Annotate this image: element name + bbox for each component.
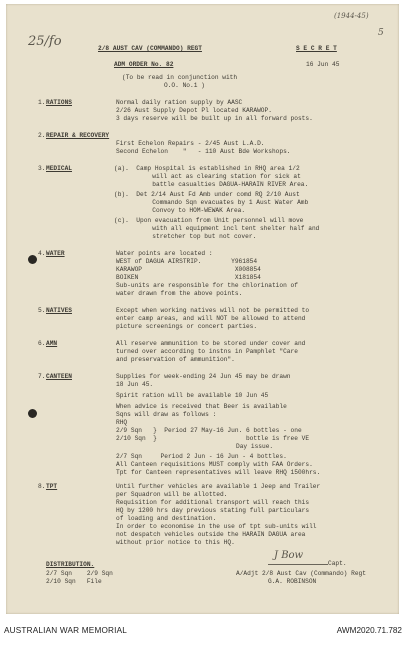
section-7-line-6: RHQ [116,419,128,426]
section-4-line-6: water drawn from the above points. [116,290,243,297]
handwritten-mark-topleft: 25/fo [28,34,62,49]
section-3-heading: MEDICAL [46,165,72,172]
section-3-line-5: Commando Sqn evacuates by 1 Aust Water Amb [130,199,309,206]
signature-rank: Capt. [328,560,347,567]
section-7-line-7: 2/9 Sqn } Period 27 May-16 Jun. 6 bottles - one [116,427,302,434]
section-6-heading: AMN [46,340,58,347]
section-3-line-9: stretcher top but not cover. [130,233,257,240]
section-8-line-1: Until further vehicles are available 1 Jeep and Trailer [116,483,321,490]
section-4-heading: WATER [46,250,65,257]
section-5-heading: NATIVES [46,307,72,314]
section-5-line-3: picture screenings or concert parties. [116,323,258,330]
unit-heading: 2/8 AUST CAV (COMMANDO) REGT [98,45,202,52]
section-3-number: 3. [38,165,46,172]
section-3-line-3: battle casualties DAGUA-HARAIN RIVER Area. [130,181,309,188]
section-8-line-5: of loading and destination. [116,515,217,522]
section-3-line-4: (b). Det 2/14 Aust Fd Amb under comd RQ 2/10 Aust [114,191,300,198]
section-7-line-1: Supplies for week-ending 24 Jun 45 may be drawn [116,373,291,380]
section-4-line-3: KARAWOP X008854 [116,266,261,273]
section-2-line-2: Second Echelon " - 110 Aust Bde Workshops. [116,148,291,155]
section-7-line-2: 18 Jun 45. [116,381,154,388]
document-page [6,4,399,614]
section-7-line-3: Spirit ration will be available 10 Jun 45 [116,392,269,399]
archive-footer [0,616,406,653]
section-3-line-1: (a). Camp Hospital is established in RHQ area 1/2 [114,165,300,172]
section-4-line-4: BOIKEN X181854 [116,274,261,281]
section-7-line-10: 2/7 Sqn Period 2 Jun - 16 Jun - 4 bottles. [116,453,287,460]
classification: S E C R E T [296,45,337,52]
signature-line [268,564,328,565]
archive-reference: AWM2020.71.782 [336,626,402,635]
section-1-line-2: 2/26 Aust Supply Depot Pl located KARAWOP. [116,107,272,114]
section-8-line-6: In order to economise in the use of tpt sub-units will [116,523,317,530]
signature-name: G.A. ROBINSON [268,578,317,585]
section-3-line-7: (c). Upon evacuation from Unit personnel will move [114,217,304,224]
section-8-heading: TPT [46,483,58,490]
section-6-number: 6. [38,340,46,347]
punch-hole-top [28,255,37,264]
section-8-line-3: Requisition for additional transport will reach this [116,499,310,506]
distribution-line-1: 2/7 Sqn 2/9 Sqn [46,570,113,577]
section-2-number: 2. [38,132,46,139]
section-7-heading: CANTEEN [46,373,72,380]
section-2-heading: REPAIR & RECOVERY [46,132,110,139]
punch-hole-bottom [28,409,37,418]
section-7-line-5: Sqns will draw as follows : [116,411,217,418]
section-6-line-2: turned over according to instns in Pamphlet "Care [116,348,298,355]
section-3-line-8: with all equipment incl tent shelter half and [130,225,320,232]
section-5-line-1: Except when working natives will not be permitted to [116,307,310,314]
archive-name: AUSTRALIAN WAR MEMORIAL [4,626,128,635]
order-title: ADM ORDER No. 82 [114,61,174,68]
section-3-line-2: will act as clearing station for sick at [130,173,301,180]
section-4-number: 4. [38,250,46,257]
section-4-line-1: Water points are located : [116,250,213,257]
section-5-line-2: enter camp areas, and will NOT be allowed to attend [116,315,306,322]
section-7-line-12: Tpt for Canteen representatives will leave RHQ 1500hrs. [116,469,321,476]
section-8-line-8: without prior notice to this HQ. [116,539,235,546]
section-7-line-8: 2/10 Sqn } bottle is free VE [116,435,310,442]
section-4-line-2: WEST of DAGUA AIRSTRIP. Y961854 [116,258,258,265]
read-with-line-1: (To be read in conjunction with [122,74,238,81]
section-8-line-2: per Squadron will be allotted. [116,491,228,498]
section-3-line-6: Convoy to HOM-WEWAK Area. [130,207,246,214]
section-4-line-5: Sub-units are responsible for the chlorination of [116,282,298,289]
handwritten-mark-topright-2: 5 [378,28,384,38]
section-1-number: 1. [38,99,46,106]
section-2-line-1: First Echelon Repairs - 2/45 Aust L.A.D. [116,140,265,147]
section-1-line-3: 3 days reserve will be built up in all forward posts. [116,115,313,122]
order-date: 16 Jun 45 [306,61,340,68]
section-7-number: 7. [38,373,46,380]
section-8-line-7: not despatch vehicles outside the HARAIN DAGUA area [116,531,306,538]
section-6-line-3: and preservation of ammunition". [116,356,235,363]
signature-title: A/Adjt 2/8 Aust Cav (Commando) Regt [236,570,366,577]
handwritten-mark-topright: (1944-45) [334,12,369,20]
section-6-line-1: All reserve ammunition to be stored under cover and [116,340,306,347]
section-1-heading: RATIONS [46,99,72,106]
section-5-number: 5. [38,307,46,314]
section-8-number: 8. [38,483,46,490]
signature: J Bow [274,550,304,561]
section-8-line-4: HQ by 1200 hrs day previous stating full particulars [116,507,310,514]
section-7-line-4: When advice is received that Beer is available [116,403,287,410]
read-with-line-2: O.O. No.1 ) [164,82,205,89]
section-1-line-1: Normal daily ration supply by AASC [116,99,243,106]
distribution-heading: DISTRIBUTION. [46,561,95,568]
distribution-line-2: 2/10 Sqn File [46,578,102,585]
section-7-line-9: Day issue. [236,443,274,450]
section-7-line-11: All Canteen requisitions MUST comply with FAA Orders. [116,461,313,468]
